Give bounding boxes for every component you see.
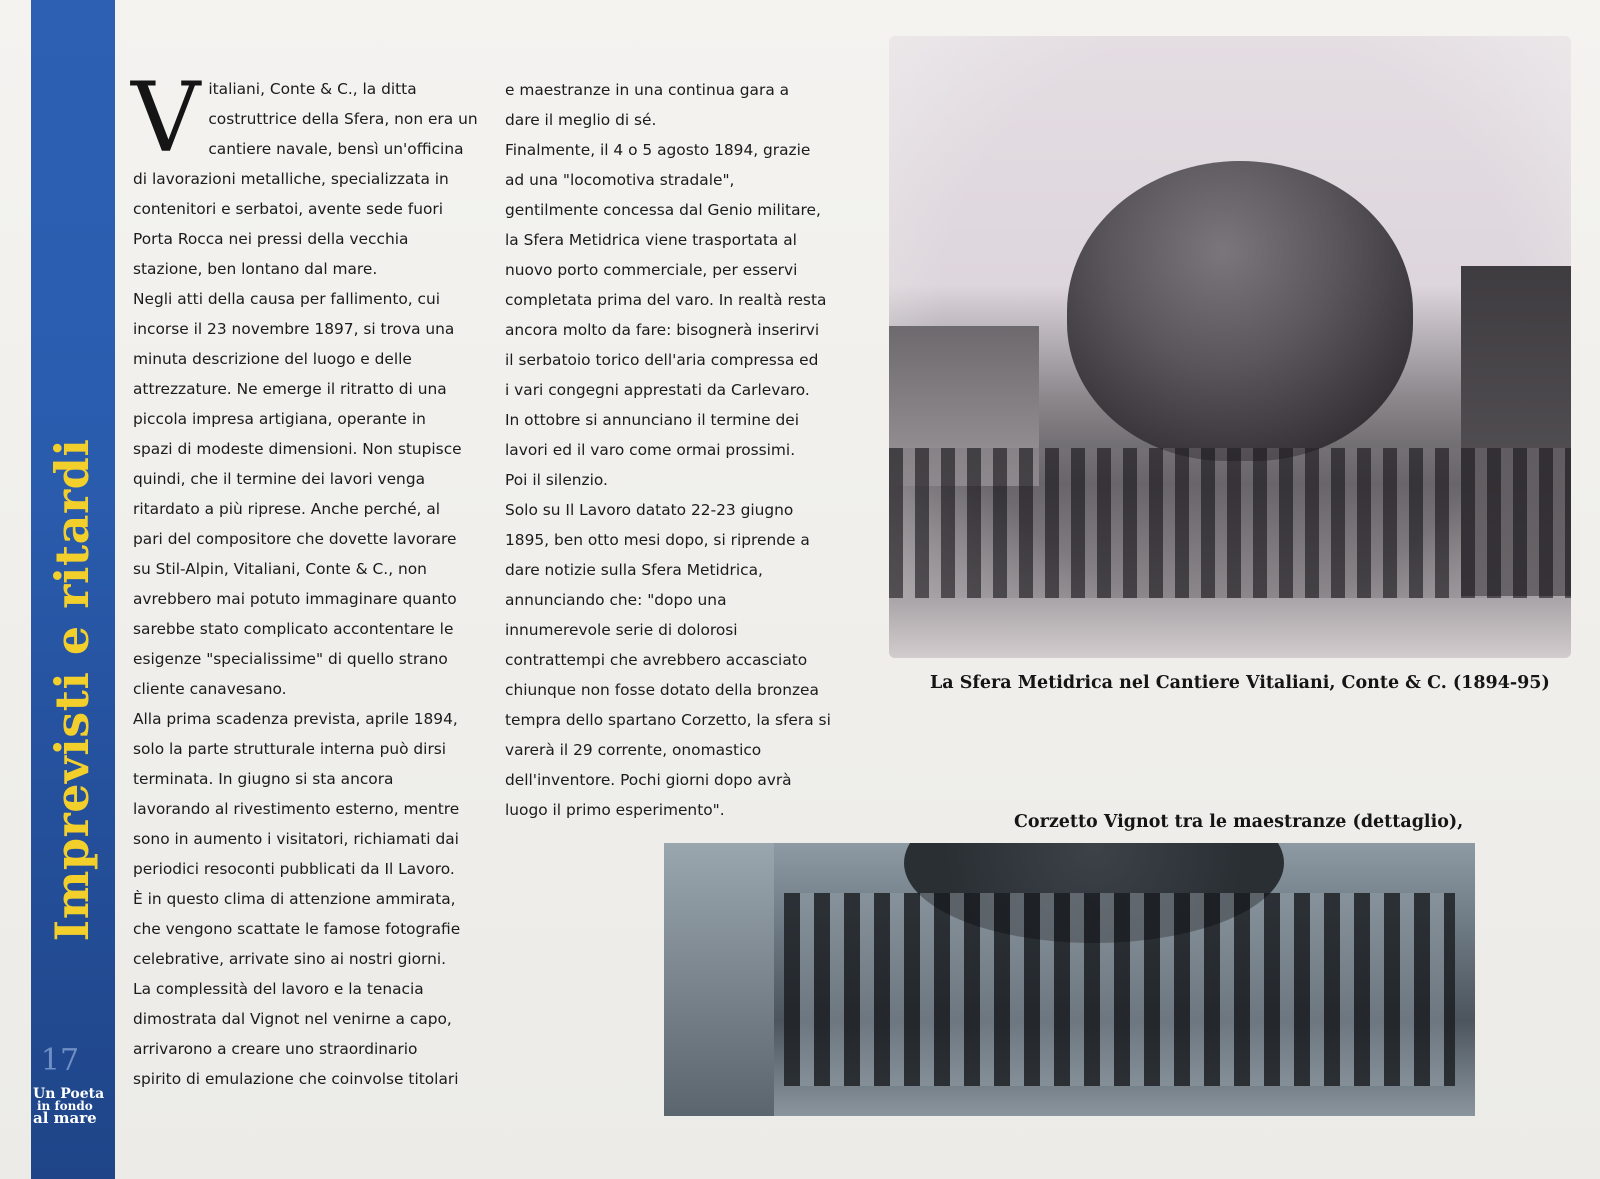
photo-caption-1: La Sfera Metidrica nel Cantiere Vitaliani, Conte & C. (1894-95): [930, 673, 1550, 693]
text-line: Solo su Il Lavoro datato 22-23 giugno: [505, 501, 794, 519]
text-line: luogo il primo esperimento".: [505, 801, 725, 819]
text-line: stazione, ben lontano dal mare.: [133, 260, 378, 278]
text-line: di lavorazioni metalliche, specializzata in: [133, 170, 449, 188]
text-line: ad una "locomotiva stradale",: [505, 171, 735, 189]
text-line: solo la parte strutturale interna può dirsi: [133, 740, 447, 758]
text-line: contenitori e serbatoi, avente sede fuori: [133, 200, 443, 218]
text-line: celebrative, arrivate sino ai nostri giorni.: [133, 950, 447, 968]
workers-detail-photo: [664, 843, 1475, 1116]
drop-cap: V: [131, 62, 201, 174]
text-line: Finalmente, il 4 o 5 agosto 1894, grazie: [505, 141, 811, 159]
text-line: costruttrice della Sfera, non era un: [208, 110, 478, 128]
text-line: È in questo clima di attenzione ammirata,: [133, 890, 456, 908]
text-line: cantiere navale, bensì un'officina: [208, 140, 464, 158]
text-line: attrezzature. Ne emerge il ritratto di una: [133, 380, 447, 398]
workers-group: [889, 448, 1571, 598]
sphere-shape: [1067, 161, 1413, 461]
text-line: su Stil-Alpin, Vitaliani, Conte & C., non: [133, 560, 427, 578]
text-line: contrattempi che avrebbero accasciato: [505, 651, 808, 669]
logo-line-1: Un Poeta: [33, 1086, 105, 1102]
text-line: dell'inventore. Pochi giorni dopo avrà: [505, 771, 792, 789]
text-line: Alla prima scadenza prevista, aprile 1894,: [133, 710, 458, 728]
text-line: In ottobre si annunciano il termine dei: [505, 411, 799, 429]
logo-line-3: al mare: [33, 1109, 97, 1127]
text-line: spazi di modeste dimensioni. Non stupisce: [133, 440, 462, 458]
sphere-photo: [889, 36, 1571, 658]
text-line: Poi il silenzio.: [505, 471, 608, 489]
text-line: i vari congegni apprestati da Carlevaro.: [505, 381, 810, 399]
text-line: La complessità del lavoro e la tenacia: [133, 980, 424, 998]
text-line: innumerevole serie di dolorosi: [505, 621, 738, 639]
text-line: piccola impresa artigiana, operante in: [133, 410, 426, 428]
text-line: cliente canavesano.: [133, 680, 287, 698]
text-line: la Sfera Metidrica viene trasportata al: [505, 231, 797, 249]
text-line: che vengono scattate le famose fotografie: [133, 920, 461, 938]
photo-caption-2: Corzetto Vignot tra le maestranze (dettaglio),: [1014, 812, 1464, 832]
text-line: nuovo porto commerciale, per esservi: [505, 261, 798, 279]
text-line: ritardato a più riprese. Anche perché, al: [133, 500, 441, 518]
wall-left: [664, 843, 774, 1116]
sidebar-title: Imprevisti e ritardi: [45, 438, 99, 942]
text-line: periodici resoconti pubblicati da Il Lavoro.: [133, 860, 455, 878]
text-column-left: [131, 62, 483, 1094]
logo: [33, 1086, 113, 1127]
text-line: il serbatoio torico dell'aria compressa ed: [505, 351, 819, 369]
text-line: sono in aumento i visitatori, richiamati dai: [133, 830, 459, 848]
text-line: tempra dello spartano Corzetto, la sfera si: [505, 711, 831, 729]
text-column-middle: [505, 75, 860, 825]
text-line: completata prima del varo. In realtà resta: [505, 291, 827, 309]
logo-line-2: in fondo: [37, 1099, 93, 1113]
text-line: spirito di emulazione che coinvolse titolari: [133, 1070, 459, 1088]
text-line: Negli atti della causa per fallimento, cui: [133, 290, 441, 308]
text-line: chiunque non fosse dotato della bronzea: [505, 681, 819, 699]
text-line: dare notizie sulla Sfera Metidrica,: [505, 561, 763, 579]
text-line: sarebbe stato complicato accontentare le: [133, 620, 454, 638]
text-line: 1895, ben otto mesi dopo, si riprende a: [505, 531, 810, 549]
text-line: dare il meglio di sé.: [505, 111, 657, 129]
text-line: ancora molto da fare: bisognerà inserirvi: [505, 321, 820, 339]
text-line: arrivarono a creare uno straordinario: [133, 1040, 418, 1058]
text-line: quindi, che il termine dei lavori venga: [133, 470, 426, 488]
text-line: Porta Rocca nei pressi della vecchia: [133, 230, 409, 248]
page-number: 17: [40, 1043, 80, 1078]
workers-group-detail: [784, 893, 1455, 1086]
text-line: pari del compositore che dovette lavorare: [133, 530, 457, 548]
text-line: minuta descrizione del luogo e delle: [133, 350, 412, 368]
text-line: lavori ed il varo come ormai prossimi.: [505, 441, 796, 459]
text-line: lavorando al rivestimento esterno, mentre: [133, 800, 460, 818]
text-line: italiani, Conte & C., la ditta: [208, 80, 417, 98]
text-line: terminata. In giugno si sta ancora: [133, 770, 394, 788]
ground: [889, 598, 1571, 658]
text-line: gentilmente concessa dal Genio militare,: [505, 201, 821, 219]
text-line: varerà il 29 corrente, onomastico: [505, 741, 762, 759]
text-line: incorse il 23 novembre 1897, si trova una: [133, 320, 455, 338]
text-line: esigenze "specialissime" di quello strano: [133, 650, 448, 668]
text-line: e maestranze in una continua gara a: [505, 81, 790, 99]
text-line: dimostrata dal Vignot nel venirne a capo,: [133, 1010, 452, 1028]
text-line: annunciando che: "dopo una: [505, 591, 727, 609]
text-line: avrebbero mai potuto immaginare quanto: [133, 590, 457, 608]
